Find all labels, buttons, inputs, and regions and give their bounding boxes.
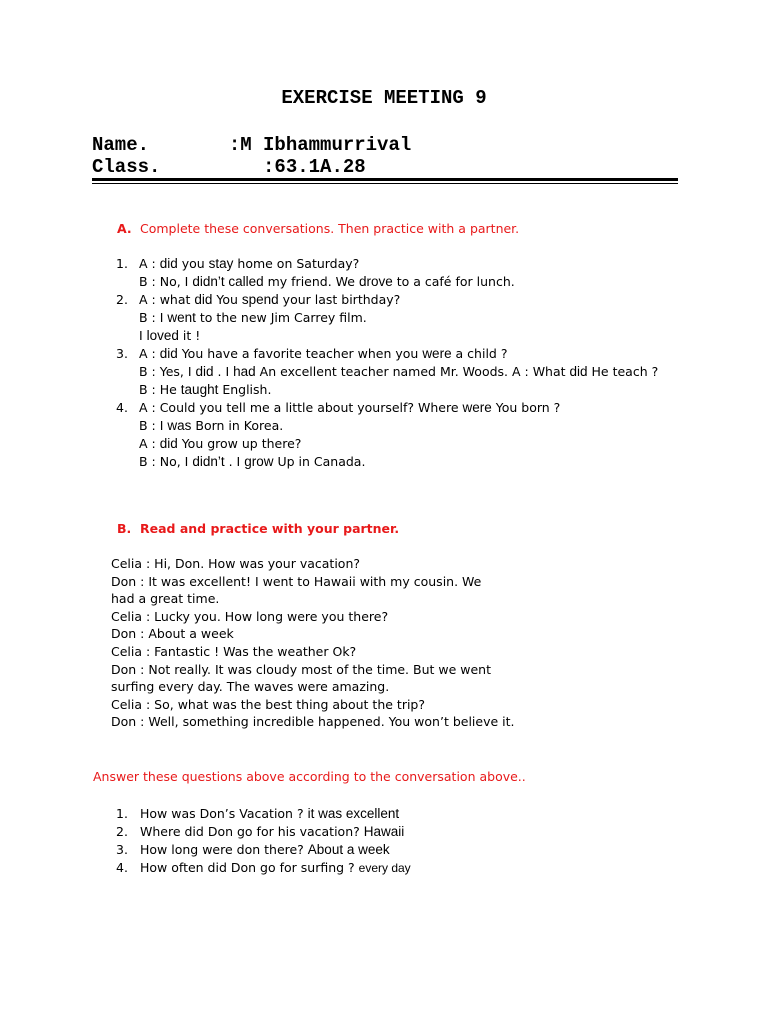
question-answer: Hawaii: [363, 824, 405, 839]
line-text: a child ?: [451, 346, 508, 361]
line-text: you: [177, 256, 209, 271]
line-text: English.: [218, 382, 272, 397]
question-number: 4.: [116, 860, 128, 875]
filled-answer: were: [422, 346, 452, 361]
question-text: How long were don there?: [140, 842, 308, 857]
question-answer: About a week: [307, 842, 390, 857]
line-text: B : I: [139, 310, 168, 325]
filled-answer: did: [159, 256, 178, 271]
exercise-line: [139, 273, 515, 291]
dialogue-line: surfing every day. The waves were amazing.: [111, 679, 390, 695]
line-text: You born ?: [491, 400, 561, 415]
dialogue-line: Celia : So, what was the best thing about the trip?: [111, 696, 425, 712]
dialogue-line: Don : Not really. It was cloudy most of the time. But we went: [111, 661, 492, 677]
line-text: home on Saturday?: [233, 256, 360, 271]
line-text: B : He: [139, 382, 181, 397]
line-text: your last birthday?: [278, 292, 401, 307]
question-number: 1.: [116, 806, 128, 821]
dialogue-line: had a great time.: [111, 591, 220, 607]
exercise-line: [139, 345, 507, 363]
header-rule-thin: [92, 183, 678, 184]
line-text: . I: [224, 454, 245, 469]
dialogue-line: Don : About a week: [111, 626, 234, 642]
section-b-letter: B.: [117, 521, 132, 536]
dialogue-line: Don : Well, something incredible happened. You won’t believe it.: [111, 714, 515, 730]
exercise-number: 3.: [116, 346, 128, 361]
line-text: I: [139, 328, 147, 343]
filled-answer: went: [167, 310, 196, 325]
filled-answer: did: [159, 436, 178, 451]
exercise-line: [139, 255, 359, 273]
dialogue-line: Celia : Hi, Don. How was your vacation?: [111, 556, 361, 571]
line-text: B : No, I: [139, 454, 193, 469]
filled-answer: spend: [241, 292, 279, 307]
line-text: my friend. We: [263, 274, 359, 289]
line-text: Up in Canada.: [273, 454, 366, 469]
question-answer: every day: [358, 861, 411, 875]
filled-answer: was: [167, 418, 192, 433]
filled-answer: didn’t: [192, 454, 225, 469]
exercise-line: [139, 435, 301, 453]
filled-answer: loved: [146, 328, 179, 343]
section-a-heading: [117, 221, 519, 236]
line-text: A : Could you tell me a little about yourself? Where: [139, 400, 463, 415]
dialogue-line: Celia : Fantastic ! Was the weather Ok?: [111, 644, 357, 659]
question-text: Where did Don go for his vacation?: [140, 824, 364, 839]
line-text: Born in Korea.: [191, 418, 284, 433]
line-text: A :: [139, 436, 160, 451]
questions-heading: Answer these questions above according to the conversation above..: [93, 769, 526, 784]
question-text: How often did Don go for surfing ?: [140, 860, 359, 875]
exercise-line: [139, 417, 283, 435]
line-text: He teach ?: [587, 364, 659, 379]
filled-answer: did: [159, 346, 178, 361]
line-text: A :: [139, 346, 160, 361]
question-line: [140, 841, 390, 859]
question-line: [140, 859, 411, 877]
filled-answer: taught: [180, 382, 219, 397]
line-text: B : Yes, I: [139, 364, 196, 379]
exercise-line: [139, 399, 560, 417]
line-text: A : what: [139, 292, 195, 307]
section-b-heading: [117, 521, 399, 536]
dialogue-line: Don : It was excellent! I went to Hawaii with my cousin. We: [111, 573, 482, 589]
page-title: EXERCISE MEETING 9: [281, 87, 487, 109]
line-text: B : I: [139, 418, 168, 433]
line-text: You grow up there?: [177, 436, 302, 451]
question-answer: it was excellent: [307, 806, 400, 821]
line-text: You have a favorite teacher when you: [177, 346, 423, 361]
question-line: [140, 805, 399, 823]
exercise-number: 1.: [116, 256, 128, 271]
filled-answer: did: [569, 364, 588, 379]
exercise-line: [139, 453, 365, 471]
question-text: How was Don’s Vacation ?: [140, 806, 308, 821]
line-text: You: [212, 292, 242, 307]
filled-answer: had: [233, 364, 256, 379]
filled-answer: drove: [358, 274, 393, 289]
line-text: An excellent teacher named Mr. Woods. A : What: [255, 364, 570, 379]
filled-answer: did: [195, 364, 214, 379]
exercise-line: [139, 327, 200, 345]
section-b-instruction: Read and practice with your partner.: [140, 521, 400, 536]
exercise-line: [139, 363, 658, 381]
filled-answer: didn’t called: [192, 274, 264, 289]
question-line: [140, 823, 404, 841]
question-number: 2.: [116, 824, 128, 839]
section-a-instruction: Complete these conversations. Then practice with a partner.: [140, 221, 520, 236]
line-text: to a café for lunch.: [392, 274, 515, 289]
filled-answer: grow: [244, 454, 274, 469]
exercise-line: [139, 309, 367, 327]
exercise-line: [139, 291, 400, 309]
line-text: it !: [178, 328, 201, 343]
filled-answer: were: [462, 400, 492, 415]
exercise-number: 4.: [116, 400, 128, 415]
section-a-letter: A.: [117, 221, 132, 236]
line-text: A :: [139, 256, 160, 271]
filled-answer: stay: [208, 256, 234, 271]
line-text: . I: [213, 364, 234, 379]
line-text: B : No, I: [139, 274, 193, 289]
name-line: Name. :M Ibhammurrival: [92, 134, 412, 156]
filled-answer: did: [194, 292, 213, 307]
line-text: to the new Jim Carrey film.: [195, 310, 367, 325]
exercise-number: 2.: [116, 292, 128, 307]
question-number: 3.: [116, 842, 128, 857]
header-rule-thick: [92, 178, 678, 181]
class-line: Class. :63.1A.28: [92, 156, 366, 178]
dialogue-line: Celia : Lucky you. How long were you there?: [111, 608, 389, 624]
exercise-line: [139, 381, 271, 399]
